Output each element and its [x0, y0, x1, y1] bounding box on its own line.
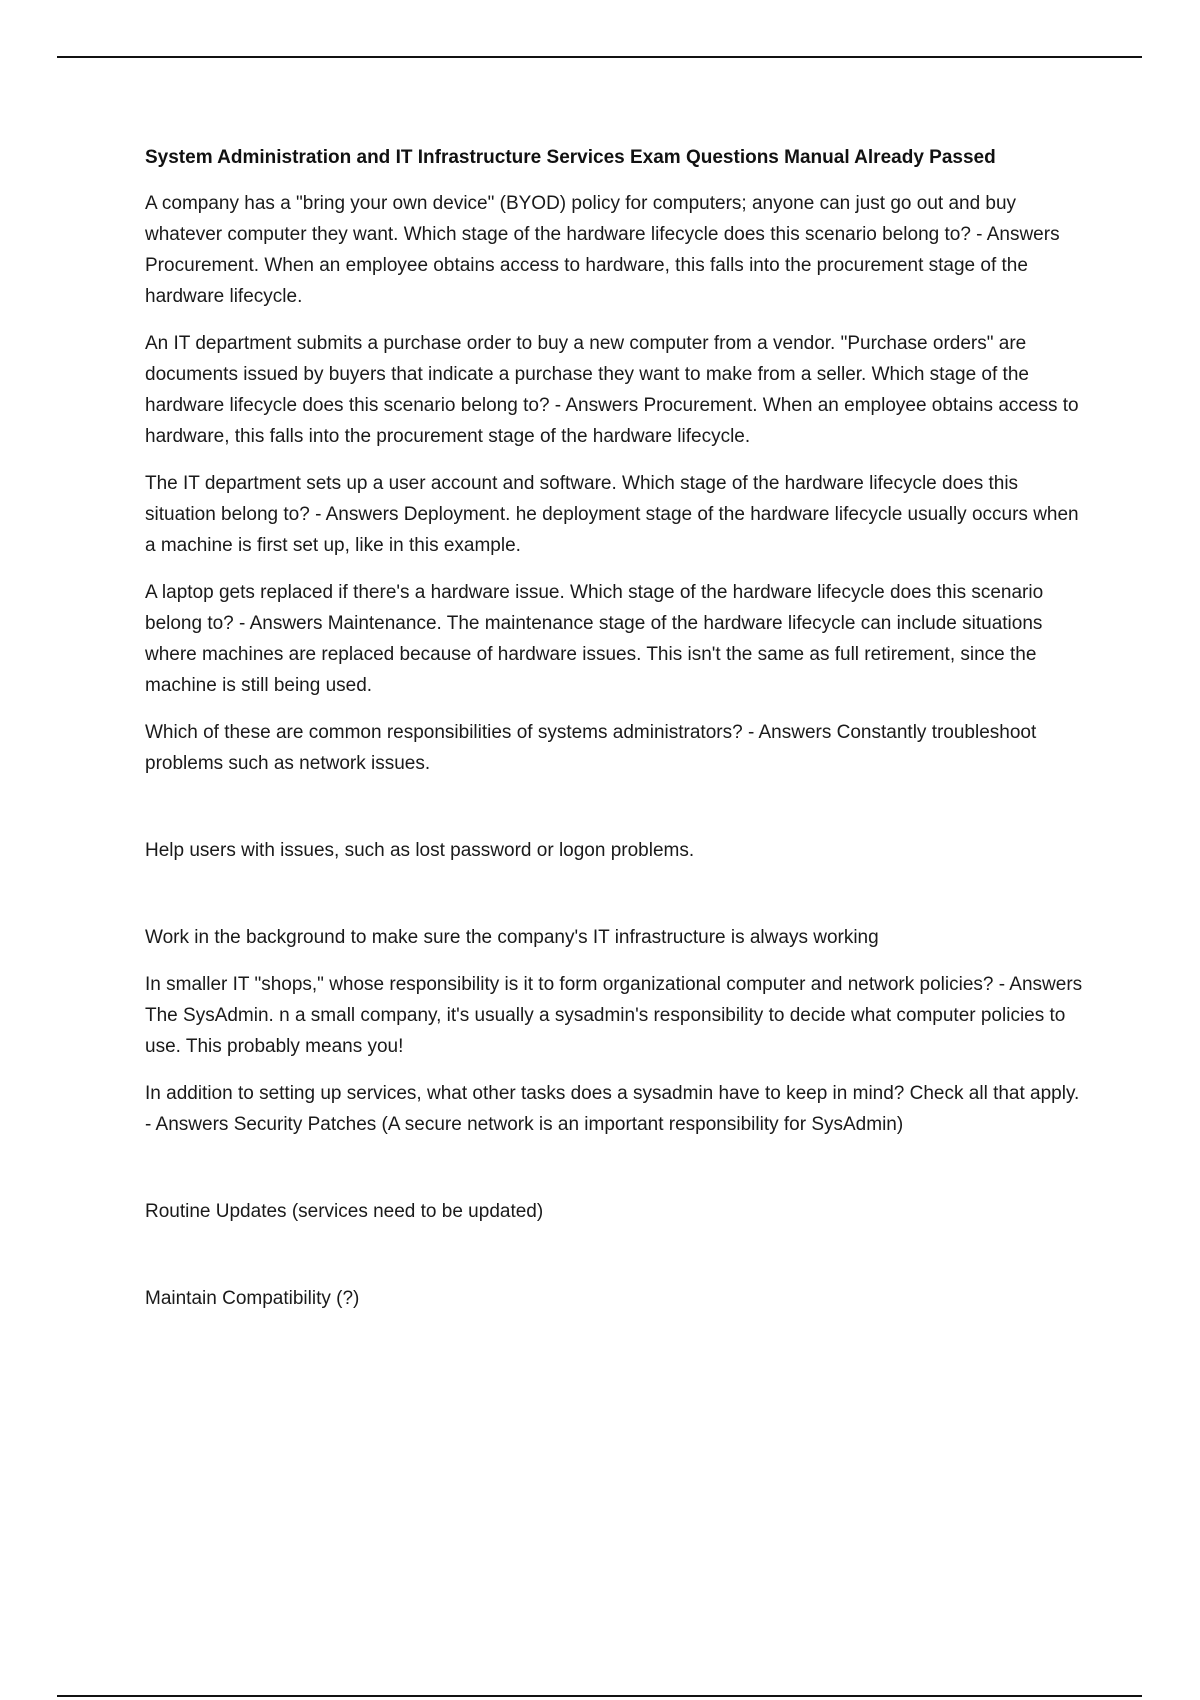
paragraph-background-work: Work in the background to make sure the company's IT infrastructure is always working [145, 927, 879, 948]
paragraph-security-patches: In addition to setting up services, what other tasks does a sysadmin have to keep in mind? Check all that apply. - Answers Security Patches (A secure network is an important responsibility for SysAdmin) [145, 1083, 1080, 1135]
header-rule [57, 56, 1142, 58]
paragraph-compatibility: Maintain Compatibility (?) [145, 1288, 360, 1309]
document-body [145, 143, 1085, 1330]
paragraph-deployment: The IT department sets up a user account and software. Which stage of the hardware lifecycle does this situation belong to? - Answers Deployment. he deployment stage of the hardware lifecycle usually occurs when a machine is first set up, like in this example. [145, 473, 1079, 556]
paragraph-help-users: Help users with issues, such as lost password or logon problems. [145, 840, 695, 861]
paragraph-byod: A company has a "bring your own device" (BYOD) policy for computers; anyone can just go out and buy whatever computer they want. Which stage of the hardware lifecycle does this scenario belong to? - Answers Procurement. When an employee obtains access to hardware, this falls into the procurement stage of the hardware lifecycle. [145, 193, 1060, 307]
paragraph-maintenance: A laptop gets replaced if there's a hardware issue. Which stage of the hardware lifecycle does this scenario belong to? - Answers Maintenance. The maintenance stage of the hardware lifecycle can include situations where machines are replaced because of hardware issues. This isn't the same as full retirement, since the machine is still being used. [145, 582, 1044, 696]
paragraph-routine-updates: Routine Updates (services need to be updated) [145, 1201, 544, 1222]
paragraph-sysadmin-responsibilities: Which of these are common responsibilities of systems administrators? - Answers Constantly troubleshoot problems such as network issues. [145, 722, 1037, 774]
paragraph-policies: In smaller IT "shops," whose responsibility is it to form organizational computer and network policies? - Answers The SysAdmin. n a small company, it's usually a sysadmin's responsibility to decide what computer policies to use. This probably means you! [145, 974, 1083, 1057]
paragraph-purchase-order: An IT department submits a purchase order to buy a new computer from a vendor. "Purchase orders" are documents issued by buyers that indicate a purchase they want to make from a seller. Which stage of the hardware lifecycle does this scenario belong to? - Answers Procurement. When an employee obtains access to hardware, this falls into the procurement stage of the hardware lifecycle. [145, 333, 1079, 447]
footer-rule [57, 1695, 1142, 1697]
document-title: System Administration and IT Infrastructure Services Exam Questions Manual Already Passed [145, 147, 996, 168]
